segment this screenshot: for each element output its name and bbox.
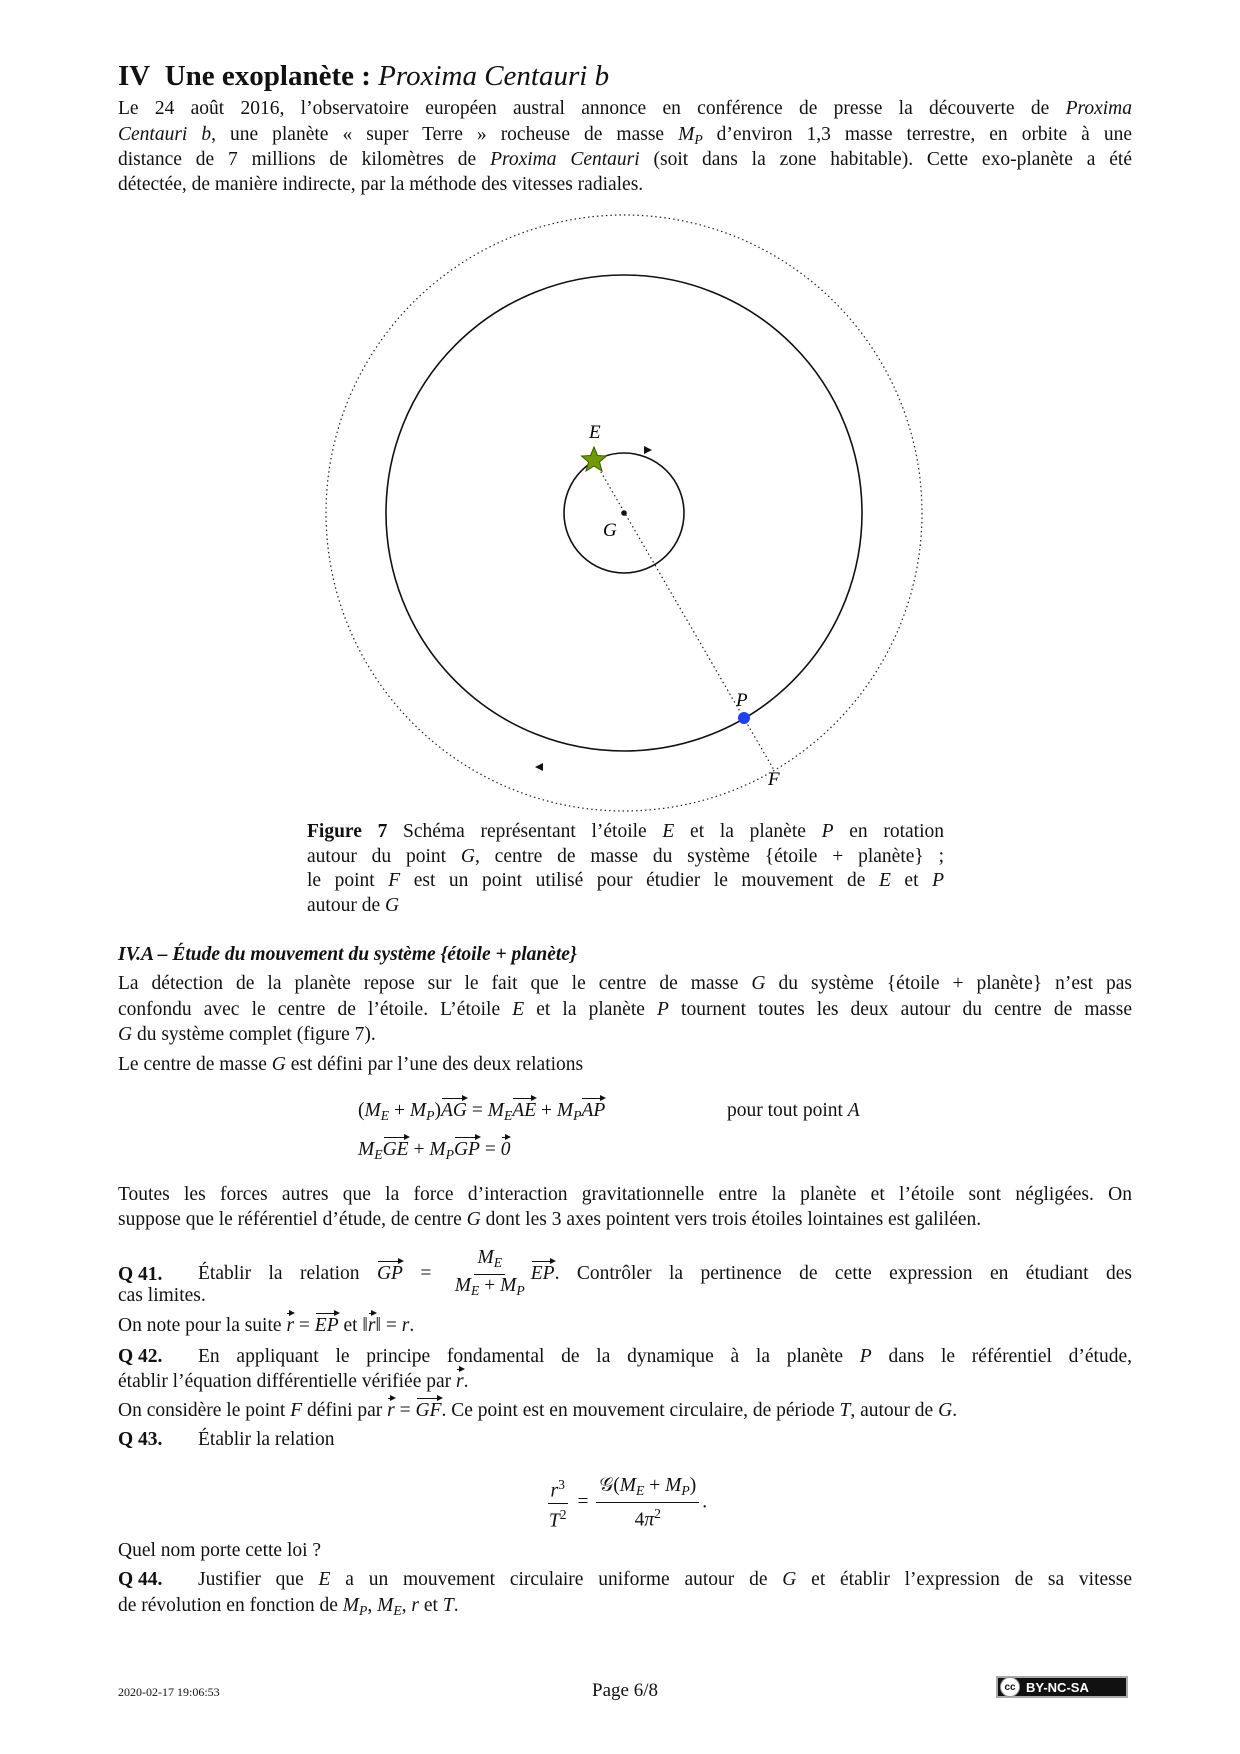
paragraph-line <box>118 1052 1132 1078</box>
vector: r <box>286 1315 295 1336</box>
subscript: P <box>694 132 703 148</box>
italic-text: G <box>466 1209 481 1230</box>
vector: AP <box>581 1100 606 1121</box>
italic-text: Proxima Centauri <box>490 149 640 170</box>
italic-text: A <box>847 1100 860 1121</box>
intro-line <box>118 172 1132 198</box>
text: cas limites. <box>118 1285 206 1306</box>
italic-text: G <box>118 1024 133 1045</box>
question-text <box>198 1567 1132 1593</box>
italic-text: G <box>938 1400 953 1421</box>
italic-text: P <box>859 1346 872 1367</box>
italic-text: M <box>364 1100 381 1121</box>
italic-text: M <box>377 1595 394 1616</box>
text: , <box>401 1595 412 1616</box>
text: le point <box>307 870 389 891</box>
license-text: BY-NC-SA <box>1026 1679 1089 1695</box>
text: . <box>463 1371 469 1392</box>
text: , centre de masse du système {étoile + planète} ; <box>474 846 944 867</box>
italic-text: G <box>751 973 766 994</box>
question-44-cont <box>118 1593 1132 1624</box>
italic-text: F <box>290 1400 303 1421</box>
text: Toutes les forces autres que la force d’interaction gravitationnelle entre la planète et l’étoile sont négligées. On <box>118 1184 1132 1205</box>
text: et ‖ <box>338 1315 368 1336</box>
question-43 <box>118 1427 1132 1453</box>
label-g: G <box>603 520 617 541</box>
italic-text: G <box>384 895 400 916</box>
numerator <box>548 1474 568 1504</box>
italic-text: T <box>548 1510 560 1531</box>
text: autour de <box>307 895 385 916</box>
superscript: 2 <box>654 1505 661 1521</box>
superscript: 2 <box>559 1506 567 1522</box>
text: On note pour la suite <box>118 1315 287 1336</box>
text: suppose que le référentiel d’étude, de centre <box>118 1209 467 1230</box>
subscript: P <box>516 1283 525 1299</box>
denominator <box>632 1503 664 1532</box>
italic-text: E <box>662 821 675 842</box>
text: en rotation <box>833 821 945 842</box>
text: du système complet (figure 7). <box>132 1024 376 1045</box>
cc-icon: cc <box>1000 1677 1020 1697</box>
equation-1 <box>358 1098 605 1129</box>
italic-text: T <box>839 1400 851 1421</box>
text: . <box>453 1595 459 1616</box>
italic-text: M <box>429 1139 446 1160</box>
text: . <box>952 1400 958 1421</box>
subscript: P <box>681 1482 690 1498</box>
text: = <box>479 1139 501 1160</box>
text: a un mouvement circulaire uniforme autour de <box>330 1569 783 1590</box>
question-43-followup <box>118 1538 1132 1564</box>
subscript: P <box>573 1108 582 1124</box>
text: confondu avec le centre de l’étoile. L’étoile <box>118 999 513 1020</box>
vector: EP <box>314 1315 339 1336</box>
text: Établir la relation <box>198 1429 335 1450</box>
italic-text: M <box>342 1595 359 1616</box>
figure-caption-line <box>307 844 944 870</box>
question-44 <box>118 1567 1132 1593</box>
subscript: E <box>393 1603 402 1619</box>
text: Le 24 août 2016, l’observatoire européen austral annonce en conférence de presse la découverte de <box>118 98 1066 119</box>
vector: AE <box>512 1100 537 1121</box>
text: + <box>536 1100 557 1121</box>
text: = <box>572 1491 594 1513</box>
text: ) <box>689 1474 697 1496</box>
italic-text: r <box>411 1595 420 1616</box>
center-g-point <box>621 510 627 516</box>
text: , autour de <box>850 1400 939 1421</box>
italic-text: Centauri b <box>118 124 212 145</box>
label-f: F <box>768 769 780 790</box>
text: (soit dans la zone habitable). Cette exo-planète a été <box>639 149 1132 170</box>
section-title <box>118 58 609 94</box>
text: ( <box>358 1100 365 1121</box>
intro-line <box>118 96 1132 122</box>
italic-text: G <box>271 1054 286 1075</box>
italic-text: M <box>678 124 695 145</box>
paragraph-line <box>118 1182 1132 1208</box>
question-text <box>198 1344 1132 1370</box>
note-r <box>118 1313 1132 1339</box>
text: tournent toutes les deux autour du centre de masse <box>668 999 1132 1020</box>
subscript: E <box>636 1482 645 1498</box>
italic-text: M <box>619 1474 636 1496</box>
italic-text: r <box>401 1315 410 1336</box>
italic-text: P <box>657 999 669 1020</box>
figure-caption-line <box>307 819 944 845</box>
fraction <box>596 1475 699 1532</box>
text: , une planète « super Terre » rocheuse de masse <box>211 124 679 145</box>
section-title-text: Une exoplanète : <box>164 60 371 92</box>
text: et la planète <box>524 999 657 1020</box>
italic-text: G <box>460 846 475 867</box>
vector: GE <box>382 1139 409 1160</box>
text: + <box>479 1275 501 1297</box>
subscript: P <box>445 1147 454 1163</box>
footer-timestamp: 2020-02-17 19:06:53 <box>118 1685 220 1699</box>
vector: GF <box>415 1400 442 1421</box>
question-42-cont <box>118 1369 1132 1395</box>
subscript: E <box>380 1108 390 1124</box>
italic-text: M <box>665 1474 682 1496</box>
text: = <box>466 1100 488 1121</box>
italic-text: P <box>821 821 834 842</box>
subsection-heading <box>118 942 1132 968</box>
text: 𝒢( <box>599 1474 620 1496</box>
italic-text: M <box>500 1275 517 1297</box>
section-title-italic: Proxima Centauri b <box>378 60 610 92</box>
text: pour tout point <box>727 1100 848 1121</box>
subscript: P <box>426 1108 435 1124</box>
intro-line <box>118 147 1132 173</box>
arrow-star-icon <box>644 446 652 454</box>
italic-text: Proxima <box>1065 98 1132 119</box>
text: établir l’équation différentielle vérifiée par <box>118 1371 457 1392</box>
text: détectée, de manière indirecte, par la méthode des vitesses radiales. <box>118 174 644 195</box>
italic-text: M <box>409 1100 427 1121</box>
text: = <box>402 1263 449 1285</box>
label-e: E <box>589 422 601 443</box>
paragraph-line <box>118 1207 1132 1233</box>
italic-text: M <box>477 1247 494 1268</box>
vector: EP <box>530 1263 555 1285</box>
italic-text: F <box>388 870 401 891</box>
text: Quel nom porte cette loi ? <box>118 1540 322 1561</box>
italic-text: M <box>454 1275 472 1297</box>
orbit-diagram <box>280 200 980 820</box>
italic-text: G <box>782 1569 797 1590</box>
question-text <box>198 1427 1132 1453</box>
question-label: Q 41. <box>118 1263 163 1285</box>
vector: r <box>367 1315 376 1336</box>
text: La détection de la planète repose sur le fait que le centre de masse <box>118 973 752 994</box>
text: . <box>702 1491 708 1513</box>
text: + <box>644 1474 666 1496</box>
text: du système {étoile + planète} n’est pas <box>765 973 1132 994</box>
text: , <box>367 1595 378 1616</box>
italic-text: E <box>318 1569 331 1590</box>
label-p: P <box>736 690 748 711</box>
text: . Contrôler la pertinence de cette expression en étudiant des <box>554 1263 1133 1285</box>
text: . <box>409 1315 415 1336</box>
arrow-planet-icon <box>535 763 543 771</box>
text: est un point utilisé pour étudier le mouvement de <box>400 870 879 891</box>
text: = <box>294 1315 315 1336</box>
text: d’environ 1,3 masse terrestre, en orbite à une <box>702 124 1132 145</box>
equation-2 <box>358 1137 510 1168</box>
text: autour du point <box>307 846 461 867</box>
superscript: 3 <box>558 1477 565 1492</box>
vector: r <box>387 1400 395 1421</box>
text: En appliquant le principe fondamental de la dynamique à la planète <box>198 1346 860 1367</box>
text: et <box>419 1595 443 1616</box>
numerator <box>474 1247 505 1275</box>
note-f <box>118 1398 1132 1424</box>
italic-text: E <box>878 870 891 891</box>
figure-caption-line <box>307 893 944 919</box>
question-label: Q 43. <box>118 1429 163 1450</box>
text: + <box>389 1100 410 1121</box>
text: ‖ = <box>375 1315 402 1336</box>
text: défini par <box>302 1400 388 1421</box>
text: 4 <box>634 1509 645 1531</box>
figure-caption-line <box>307 868 944 894</box>
paragraph-line <box>118 971 1132 997</box>
page-number: Page 6/8 <box>592 1680 658 1701</box>
italic-text: T <box>442 1595 454 1616</box>
italic-text: P <box>932 870 944 891</box>
equation-1-note <box>727 1098 860 1124</box>
bold-italic-text: IV.A – Étude du mouvement du système {étoile + planète} <box>118 944 577 965</box>
text: dont les 3 axes pointent vers trois étoiles lointaines est galiléen. <box>480 1209 982 1230</box>
text: distance de 7 millions de kilomètres de <box>118 149 491 170</box>
vector: GP <box>453 1139 480 1160</box>
bold-text: Figure 7 <box>307 821 388 842</box>
italic-text: M <box>358 1139 375 1160</box>
text: est défini par l’une des deux relations <box>285 1054 584 1075</box>
subscript: P <box>358 1603 368 1619</box>
vector: GP <box>376 1263 403 1285</box>
italic-text: E <box>512 999 525 1020</box>
text: Justifier que <box>198 1569 319 1590</box>
question-label: Q 42. <box>118 1346 163 1367</box>
text: Schéma représentant l’étoile <box>387 821 663 842</box>
vector: r <box>456 1371 464 1392</box>
section-number: IV <box>118 60 151 92</box>
text: = <box>394 1400 416 1421</box>
text: et la planète <box>674 821 822 842</box>
italic-text: r <box>550 1480 559 1502</box>
question-42 <box>118 1344 1132 1370</box>
fraction <box>546 1474 570 1532</box>
subscript: E <box>503 1108 513 1124</box>
text: + <box>408 1139 430 1160</box>
vector: 0 <box>500 1139 511 1160</box>
text: et établir l’expression de sa vitesse <box>796 1569 1132 1590</box>
text: Établir la relation <box>198 1263 377 1285</box>
question-41-cont <box>118 1283 1132 1309</box>
subscript: E <box>471 1283 480 1299</box>
license-badge <box>996 1676 1128 1698</box>
paragraph-line <box>118 1022 1132 1048</box>
text: Le centre de masse <box>118 1054 272 1075</box>
paragraph-line <box>118 997 1132 1023</box>
italic-text: M <box>487 1100 504 1121</box>
question-label: Q 44. <box>118 1569 163 1590</box>
italic-text: π <box>644 1509 655 1531</box>
text: et <box>890 870 933 891</box>
italic-text: M <box>556 1100 574 1121</box>
text: . Ce point est en mouvement circulaire, de période <box>441 1400 840 1421</box>
denominator <box>546 1504 570 1533</box>
planet-p-point <box>738 712 750 724</box>
vector: AG <box>440 1100 467 1121</box>
text: On considère le point <box>118 1400 291 1421</box>
numerator <box>596 1475 699 1503</box>
kepler-formula <box>118 1474 1132 1532</box>
text: ) <box>434 1100 441 1121</box>
text: dans le référentiel d’étude, <box>871 1346 1132 1367</box>
text: de révolution en fonction de <box>118 1595 343 1616</box>
subscript: E <box>374 1147 383 1163</box>
subscript: E <box>493 1255 503 1271</box>
